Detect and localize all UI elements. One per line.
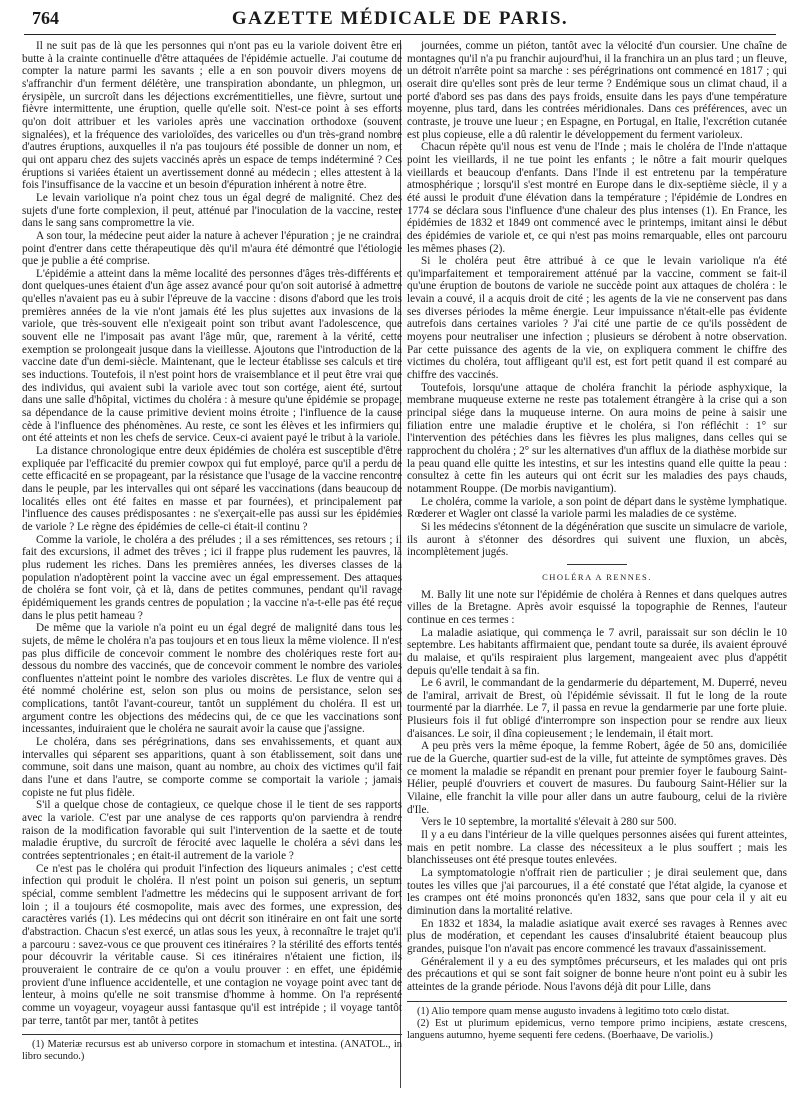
paragraph: La symptomatologie n'offrait rien de particulier ; je dirai seulement que, dans toutes les villes que j'ai parcourues, il a été constaté que l'état algide, la cyanose et les crampes ont été moins prononcés qu'en 1832, sans que pour cela il y ait eu diminution dans la mortalité relative. [407,867,787,917]
paragraph: Le choléra, dans ses pérégrinations, dans ses envahissements, et quant aux intervalles qui séparent ses apparitions, quant à son établissement, soit dans une commune, soit dans une maison, quant au nombre, au choix des victimes qu'il fait dans l'une et dans l'autre, se comporte comme se comportait la variole ; jamais copiste ne fut plus fidèle. [22,736,402,799]
paragraph: Le 6 avril, le commandant de la gendarmerie du département, M. Duperré, neveu de l'amiral, arrivait de Brest, où l'épidémie sévissait. Il fut le long de la route tourmenté par la diarrhée. Le 7, il passa en revue la gendarmerie par une forte pluie. Plusieurs fois il fut obligé d'interrompre son inspection pour se rendre aux lieux d'aisances. Le soir, il dîna copieusement ; le lendemain, il était mort. [407,677,787,740]
paragraph: Comme la variole, le choléra a des préludes ; il a ses rémittences, ses retours ; il fait des excursions, il admet des trêves ; ici il frappe plus rudement les pauvres, là plus rudement les riches. Dans les premières années, les diverses classes de la population n'adoptèrent point la vaccine avec un égal empressement. Des attaques de choléra se font voir, çà et là, dans de petites communes, pendant qu'il ravage épidémiquement les grands centres de population ; la vaccine n'a-t-elle pas été reçue dans le plus petit hameau ? [22,533,402,622]
paragraph: En 1832 et 1834, la maladie asiatique avait exercé ses ravages à Rennes avec plus de modération, et cependant les causes d'insalubrité étaient beaucoup plus grandes, puisque l'on n'avait pas encore commencé les travaux d'assainissement. [407,917,787,955]
paragraph: Ce n'est pas le choléra qui produit l'infection des liqueurs animales ; c'est cette infection qui produit le choléra. Il n'est point un poison sui generis, un septum spécial, comme semblent l'admettre les médecins qui le supposent arrivant de fort loin ; il a toujours été cosmopolite, mais avec des formes, une expression, des caractères variés (1). Les médecins qui ont décrit son itinéraire en ont fait une sorte d'abstraction. Chacun s'est exercé, un atlas sous les yeux, à reconnaître le trajet qu'il a parcouru : savez-vous ce que prouvent ces itinéraires ? la stérilité des efforts tentés pour découvrir la véritable cause. Si ces itinéraires n'étaient une fiction, ils prouveraient le contraire de ce qu'on a voulu prouver : en effet, une épidémie provient d'une influence accidentelle, et une contagion ne voyage point avec tant de lenteur, à moins qu'elle ne soit transmise d'homme à homme. On l'a représenté comme un voyageur, voyageur aussi fantasque qu'il est intrépide ; il voyage tantôt par terre, tantôt par mer, tantôt à petites [22,862,402,1027]
paragraph: A son tour, la médecine peut aider la nature à achever l'épuration ; je ne craindrai point d'entrer dans cette thérapeutique dès qu'il m'aura été démontré que l'étiologie que je publie a été comprise. [22,229,402,268]
left-footnotes [22,1034,402,1063]
paragraph: La distance chronologique entre deux épidémies de choléra est susceptible d'être expliquée par l'efficacité du premier cowpox qui fut employé, parce qu'il a perdu de cette efficacité en se propageant, par la résistance que l'usage de la vaccine rencontre dans le peuple, par les intervalles qui ont séparé les vaccinations (dans beaucoup de localités elles ont été faites en masse et par fournées), et principalement par l'influence des causes prédisposantes : ne s'exerçait-elle pas aussi sur les épidémies de variole ? Le règne des épidémies de celle-ci était-il continu ? [22,445,402,533]
journal-title: GAZETTE MÉDICALE DE PARIS. [231,8,569,29]
paragraph: L'épidémie a atteint dans la même localité des personnes d'âges très-différents et dont quelques-unes étaient d'un âge assez avancé pour qu'on soit autorisé à admettre qu'elles n'avaient pas eu à subir l'épreuve de la vaccine : disons d'abord que les trois premières années de la vie n'ont jamais été les plus sujettes aux invasions de la variole, que très-souvent elle n'exigeait point son tribut avant l'adolescence, que souvent elle ne l'imposait pas avant l'âge mûr, que, rarement à la vérité, cette exemption se prolongeait jusque dans la vieillesse. Ajoutons que l'introduction de la vaccine date d'un demi-siècle. Maintenant, que le lecteur établisse ses calculs et tire ses inductions. Toutefois, il n'est point hors de vraisemblance et il peut être vrai que des individus, qui avaient subi la variole avec tout son cortége, aient été, surtout dans une salle d'hôpital, victimes du choléra : à mesure qu'une épidémie se propage, sa dépendance de la cause primitive devient moins étroite ; l'influence de la cause cède à l'influence des phénomènes. Au reste, ce sont les élèves et les infirmiers qui ont été atteints et non les chefs de service. Ceux-ci avaient payé le tribut à la variole. [22,267,402,445]
paragraph: La maladie asiatique, qui commença le 7 avril, paraissait sur son déclin le 10 septembre. Les habitants affirmaient que, pendant toute sa durée, ils avaient éprouvé du malaise, et qu'ils respiraient plus largement, mangeaient avec plus d'appétit depuis qu'elle tendait à sa fin. [407,626,787,677]
paragraph: Généralement il y a eu des symptômes précurseurs, et les malades qui ont pris des précautions et qui se sont fait soigner de bonne heure n'ont point eu à subir les atteintes de la grande période. Nous l'avons déjà dit pour Lille, dans [407,955,787,993]
right-column [407,40,787,1050]
section-title: CHOLÉRA A RENNES. [542,571,652,582]
paragraph: Si les médecins s'étonnent de la dégénération que suscite un simulacre de variole, ils auront à s'étonner des désordres qui suivent une fluxion, un abcès, incomplètement jugés. [407,520,787,559]
paragraph: Il ne suit pas de là que les personnes qui n'ont pas eu la variole doivent être en butte à la crainte continuelle d'être attaquées de l'épidémie actuelle. J'ai coutume de compter la nature parmi les savants ; elle a en son pouvoir divers moyens de s'affranchir d'un ferment délétère, une transpiration abondante, un phlegmon, un érysipèle, un surcroît dans les déjections excrémentitielles, une fièvre, surtout une fièvre intermittente, une éruption, quelle qu'elle soit. N'est-ce point à ses efforts qu'on doit attribuer et les varioles après une vaccination orthodoxe (souvent signalées), et la fréquence des varioloïdes, des varicelles ou d'un très-grand nombre d'autres éruptions, auxquelles il n'a pas toujours été possible de donner un nom, et qui ont apparu chez des sujets vaccinés après un espace de temps indéterminé ? Ces éruptions si variées étaient un avertissement donné au médecin ; elles attestent à la fois l'insuffisance de la vaccine et un besoin d'épuration inhérent à notre être. [22,40,402,192]
paragraph: Chacun répète qu'il nous est venu de l'Inde ; mais le choléra de l'Inde n'attaque point les vieillards, il ne tue point les enfants ; le nôtre a fait mourir quelques vieillards et beaucoup d'enfants. Dans l'Inde il est entretenu par la température atmosphérique ; lorsqu'il s'est montré en Europe dans le dix-septième siècle, il y a été aussi le produit d'une élévation dans la température ; l'épidémie de Londres en 1774 se déclara sous l'influence d'une chaleur des plus intenses (1). En France, les épidémies de 1832 et 1849 ont commencé avec le printemps, imitant ainsi le début des épidémies de variole et, ce qui n'est pas moins remarquable, elles ont parcouru les mêmes phases (2). [407,141,787,255]
paragraph: Le choléra, comme la variole, a son point de départ dans le système lymphatique. Rœderer et Wagler ont classé la variole parmi les maladies de ce système. [407,495,787,521]
page-header [20,8,780,34]
paragraph: journées, comme un piéton, tantôt avec la vélocité d'un coursier. Une chaîne de montagnes qu'il n'a pu franchir aujourd'hui, il la franchira un an plus tard ; un fleuve, un détroit n'arrête point sa marche : ses pérégrinations ont commencé en 1817 ; qui oserait dire qu'elles sont près de leur terme ? Endémique sous un climat chaud, il a porté d'abord ses pas dans des pays froids, ensuite dans les pays d'une température moyenne, plus tard, dans les contrées méridionales. Dans ces préférences, avec un contraste, je trouve une lueur ; en Espagne, en Portugal, en Italie, l'excrétion cutanée est plus copieuse, elle a dû ralentir le développement du ferment varioleux. [407,40,787,141]
section-rule [567,564,627,565]
right-footnotes [407,1001,787,1042]
paragraph: Le levain variolique n'a point chez tous un égal degré de malignité. Chez des sujets d'une forte complexion, il peut, atténué par l'inoculation de la vaccine, rester dans le sang sans compromettre la vie. [22,191,402,230]
header-rule [24,34,776,35]
footnote: (1) Alio tempore quam mense augusto invadens à legitimo toto cœlo distat. [417,1005,730,1017]
page-number: 764 [32,8,59,28]
footnote: (2) Est ut plurimum epidemicus, verno tempore primo incipiens, æstate crescens, languens autumno, hyeme sequenti fere cedens. (Boerhaave, De variolis.) [407,1017,787,1041]
footnote: (1) Materiæ recursus est ab universo corpore in stomachum et intestina. (ANATOL., in libro secundo.) [22,1039,402,1063]
paragraph: A peu près vers la même époque, la femme Robert, âgée de 50 ans, domiciliée rue de la Guerche, quartier sud-est de la ville, fut atteinte de symptômes graves. Dès ce moment la maladie se répandit en prenant pour premier foyer le faubourg Saint-Hélier, peuplé d'ouvriers et couvert de masures. Du faubourg Saint-Hélier sur la Vilaine, elle franchit la ville pour aller dans un autre faubourg, celui de la rivière d'Ile. [407,740,787,816]
paragraph: Vers le 10 septembre, la mortalité s'élevait à 280 sur 500. [421,816,677,829]
paragraph: Si le choléra peut être attribué à ce que le levain variolique n'a été qu'imparfaitement et temporairement atténué par la vaccine, comment se fait-il qu'une éruption de boutons de variole ne succède point aux attaques de choléra : le levain a couvé, il a acquis droit de cité ; les agents de la vie ne conservent pas dans ses diverses périodes la même énergie. Leur impuissance n'était-elle pas évidente autrefois dans certaines varioles ? J'ai cité une partie de ce qu'ils possèdent de moyens pour neutraliser une infection ; plusieurs se dérobent à notre observation. Par cette puissance des agents de la vie, on expliquera comment le chiffre des victimes du choléra, tout affligeant qu'il est, est fort petit quand il est comparé au chiffre des vaccinés. [407,255,787,382]
paragraph: Toutefois, lorsqu'une attaque de choléra franchit la période asphyxique, la membrane muqueuse externe ne reste pas totalement étrangère à la crise qui a son principal siége dans la muqueuse interne. On aura moins de peine à saisir une filiation entre une maladie éruptive et le choléra, si l'on réfléchit : 1° sur l'intervention des pétéchies dans les fièvres les plus malignes, dans celles qui se rapprochent du choléra ; 2° sur les alternatives d'un afflux de la diathèse morbide sur la peau quand elle quitte les intestins, et sur les intestins quand elle quitte la peau : consultez à cette fin les auteurs qui ont écrit sur les maladies des pays chauds, notamment Rouppe. (De morbis navigantium). [407,381,787,495]
paragraph: M. Bally lit une note sur l'épidémie de choléra à Rennes et dans quelques autres villes de la Bretagne. Après avoir esquissé la topographie de Rennes, l'auteur continue en ces termes : [407,588,787,626]
left-column [22,40,402,1063]
paragraph: Il y a eu dans l'intérieur de la ville quelques personnes aisées qui furent atteintes, mais en petit nombre. La classe des nécessiteux a le plus souffert ; mais les blanchisseuses ont été presque toutes enlevées. [407,829,787,867]
paragraph: De même que la variole n'a point eu un égal degré de malignité dans tous les sujets, de même le choléra n'a pas toujours et en tous lieux la même violence. Il n'est pas plus difficile de concevoir comment le nombre des cholériques reste fort au-dessous du nombre des vaccinés, que de concevoir comment le nombre des varioles confluentes n'atteint point le nombre des varioles discrètes. Le flux de ventre qui a été nommé cholérine est, selon son plus ou moins de persistance, selon ses complications, tantôt l'avant-coureur, tantôt un supplément du choléra. Il est un argument contre les objections des médecins qui, de ce que les vaccinations sont incessantes, induiraient que le choléra ne saurait avoir la cause que j'assigne. [22,622,402,736]
paragraph: S'il a quelque chose de contagieux, ce quelque chose il le tient de ses rapports avec la variole. C'est par une analyse de ces rapports qu'on parviendra à rendre raison de la modification favorable qui suit l'intervention de la saette et de toute maladie éruptive, du surcroît de férocité avec laquelle le choléra a sévi dans les contrées septentrionales ; en était-il autrement de la variole ? [22,799,402,862]
